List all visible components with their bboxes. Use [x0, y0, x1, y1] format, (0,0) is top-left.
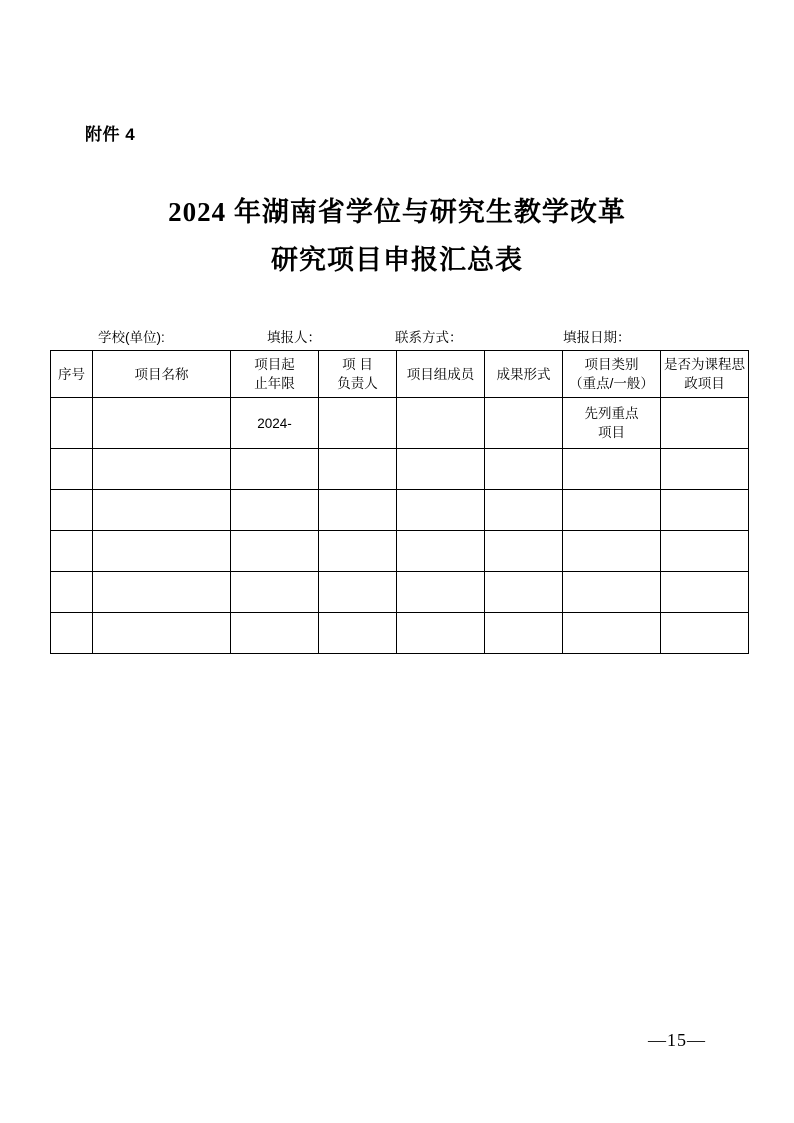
column-header-leader-line1: 项 目: [342, 357, 373, 372]
table-row[interactable]: [51, 531, 749, 572]
document-title: [0, 188, 794, 284]
cell-members[interactable]: [397, 531, 485, 572]
cell-category[interactable]: [563, 449, 661, 490]
column-header-name: 项目名称: [93, 351, 231, 398]
column-header-seq: 序号: [51, 351, 93, 398]
page-number: —15—: [648, 1030, 706, 1050]
cell-members[interactable]: [397, 572, 485, 613]
cell-result[interactable]: [485, 490, 563, 531]
column-header-period-line2: 止年限: [254, 376, 295, 391]
cell-seq[interactable]: [51, 531, 93, 572]
cell-result[interactable]: [485, 572, 563, 613]
cell-category[interactable]: [563, 572, 661, 613]
table-row[interactable]: [51, 490, 749, 531]
table-row[interactable]: [51, 398, 749, 449]
cell-seq[interactable]: [51, 572, 93, 613]
cell-members[interactable]: [397, 398, 485, 449]
cell-members[interactable]: [397, 613, 485, 654]
cell-name[interactable]: [93, 490, 231, 531]
cell-category[interactable]: [563, 398, 661, 449]
cell-ideology[interactable]: [661, 449, 749, 490]
cell-category[interactable]: [563, 531, 661, 572]
cell-name[interactable]: [93, 398, 231, 449]
cell-ideology[interactable]: [661, 572, 749, 613]
cell-period[interactable]: [231, 449, 319, 490]
column-header-leader-line2: 负责人: [337, 376, 378, 391]
column-header-period: [231, 351, 319, 398]
column-header-category: [563, 351, 661, 398]
cell-name[interactable]: [93, 531, 231, 572]
cell-leader[interactable]: [319, 531, 397, 572]
cell-leader[interactable]: [319, 398, 397, 449]
title-line-2: 研究项目申报汇总表: [271, 245, 523, 275]
cell-leader[interactable]: [319, 613, 397, 654]
cell-period[interactable]: 2024-: [231, 398, 319, 449]
cell-period[interactable]: [231, 490, 319, 531]
column-header-period-line1: 项目起: [254, 357, 295, 372]
field-school: 学校(单位):: [98, 330, 165, 345]
cell-period[interactable]: [231, 572, 319, 613]
cell-seq[interactable]: [51, 449, 93, 490]
cell-period[interactable]: [231, 613, 319, 654]
table-header-row: [51, 351, 749, 398]
cell-ideology[interactable]: [661, 613, 749, 654]
attachment-label: 附件 4: [85, 125, 136, 144]
field-reporter: 填报人：: [267, 330, 321, 345]
cell-result[interactable]: [485, 398, 563, 449]
cell-ideology[interactable]: [661, 531, 749, 572]
cell-result[interactable]: [485, 449, 563, 490]
column-header-leader: [319, 351, 397, 398]
column-header-category-line2: （重点/一般）: [569, 376, 654, 391]
table-row[interactable]: [51, 572, 749, 613]
cell-seq[interactable]: [51, 398, 93, 449]
cell-leader[interactable]: [319, 449, 397, 490]
cell-name[interactable]: [93, 572, 231, 613]
field-date: 填报日期：: [563, 330, 631, 345]
column-header-result: 成果形式: [485, 351, 563, 398]
cell-category[interactable]: [563, 613, 661, 654]
field-contact: 联系方式：: [395, 330, 463, 345]
cell-category-line1: 先列重点: [584, 406, 639, 421]
cell-ideology[interactable]: [661, 490, 749, 531]
title-line-1: 2024 年湖南省学位与研究生教学改革: [168, 197, 626, 227]
project-summary-table: [50, 350, 749, 654]
column-header-members: 项目组成员: [397, 351, 485, 398]
header-fields: [50, 326, 748, 346]
column-header-ideology: [661, 351, 749, 398]
cell-ideology[interactable]: [661, 398, 749, 449]
cell-name[interactable]: [93, 613, 231, 654]
cell-result[interactable]: [485, 613, 563, 654]
cell-period[interactable]: [231, 531, 319, 572]
cell-category-line2: 项目: [598, 425, 625, 440]
cell-members[interactable]: [397, 449, 485, 490]
column-header-category-line1: 项目类别: [584, 357, 639, 372]
table-row[interactable]: [51, 449, 749, 490]
column-header-ideology-line1: 是否为课程思: [664, 357, 745, 372]
cell-members[interactable]: [397, 490, 485, 531]
cell-leader[interactable]: [319, 490, 397, 531]
cell-name[interactable]: [93, 449, 231, 490]
column-header-ideology-line2: 政项目: [684, 376, 725, 391]
cell-category[interactable]: [563, 490, 661, 531]
table-row[interactable]: [51, 613, 749, 654]
cell-leader[interactable]: [319, 572, 397, 613]
cell-seq[interactable]: [51, 490, 93, 531]
cell-result[interactable]: [485, 531, 563, 572]
cell-seq[interactable]: [51, 613, 93, 654]
